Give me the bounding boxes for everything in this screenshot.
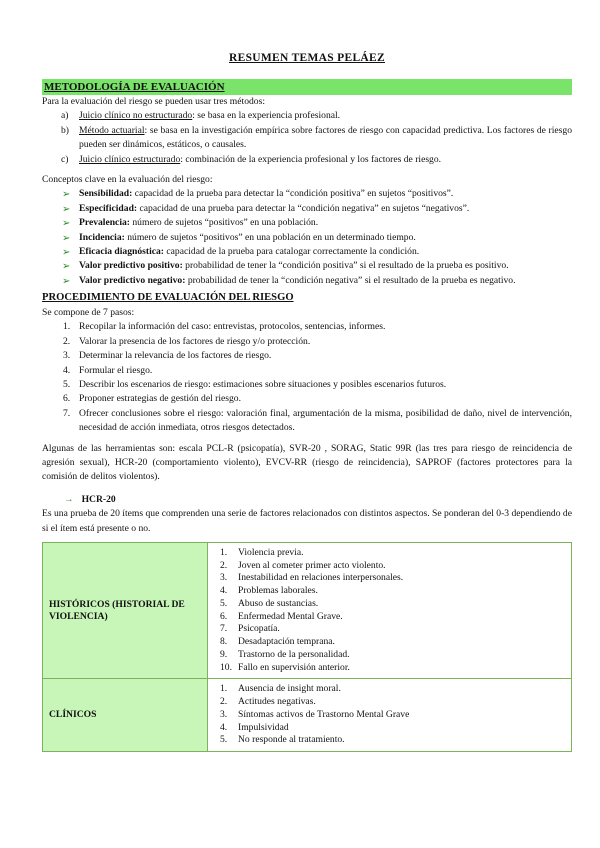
methods-list: [42, 109, 572, 167]
concept-item: [42, 187, 572, 201]
arrow-right-icon: →: [64, 493, 74, 505]
concept-item: [42, 216, 572, 230]
row-label-clinicos: CLÍNICOS: [43, 679, 208, 752]
list-item: 2. Joven al cometer primer acto violento.: [220, 559, 386, 571]
concept-term: Especificidad:: [79, 202, 138, 214]
method-desc: : combinación de la experiencia profesional y los factores de riesgo.: [180, 153, 442, 165]
list-item: 3. Síntomas activos de Trastorno Mental Grave: [220, 708, 410, 720]
table-row: [43, 542, 572, 679]
concept-term: Incidencia:: [79, 231, 125, 243]
list-item: 5. Abuso de sustancias.: [220, 597, 319, 609]
concept-desc: número de sujetos “positivos” en una población.: [129, 217, 319, 229]
step-item: 1. Recopilar la información del caso: entrevistas, protocolos, sentencias, informes.: [63, 321, 386, 333]
list-item: 2. Actitudes negativas.: [220, 696, 316, 708]
concepts-list: [42, 187, 572, 288]
arrow-bullet-icon: ➢: [62, 218, 71, 230]
concept-item: [42, 231, 572, 245]
row-items-historicos: [208, 542, 572, 679]
step-item: 3. Determinar la relevancia de los factores de riesgo.: [63, 350, 272, 362]
list-item: 8. Desadaptación temprana.: [220, 636, 335, 648]
step-item: 2. Valorar la presencia de los factores de riesgo y/o protección.: [63, 335, 311, 347]
tools-paragraph: Algunas de las herramientas son: escala PCL-R (psicopatía), SVR-20 , SORAG, Static 99R (las tres para riesgo de reincidencia de agresión sexual), HCR-20 (comportamiento violento), EVCV-RR (riesgo de reincidencia), SAPROF (factores protectores para la comisión de delitos violentos).: [42, 442, 572, 483]
list-item: 4. Impulsividad: [220, 721, 289, 733]
concepts-intro: Conceptos clave en la evaluación del riesgo:: [42, 174, 213, 186]
arrow-bullet-icon: ➢: [62, 261, 71, 273]
method-item: b) Método actuarial: se basa en la investigación empírica sobre factores de riesgo con capacidad predictiva. Los factores de riesgo pueden ser dinámicos, estáticos, o causales.: [61, 124, 573, 151]
list-item: 5. No responde al tratamiento.: [220, 734, 345, 746]
step-item: 7. Ofrecer conclusiones sobre el riesgo: valoración final, argumentación de la misma, posibilidad de daño, nivel de intervención, necesidad de acción inmediata, otros riesgos detectados.: [63, 407, 572, 434]
document-title: RESUMEN TEMAS PELÁEZ: [229, 52, 385, 64]
step-item: 6. Proponer estrategias de gestión del riesgo.: [63, 393, 241, 405]
section-heading-metodologia: METODOLOGÍA DE EVALUACIÓN: [42, 79, 572, 95]
list-item: 1. Violencia previa.: [220, 546, 304, 558]
arrow-bullet-icon: ➢: [62, 203, 71, 215]
concept-desc: probabilidad de tener la “condición positiva” si el resultado de la prueba es positivo.: [182, 260, 509, 272]
concept-desc: capacidad de la prueba para catalogar correctamente la condición.: [164, 246, 420, 257]
steps-list: [42, 320, 572, 435]
concept-item: [42, 202, 572, 216]
arrow-bullet-icon: ➢: [62, 275, 71, 287]
list-item: 6. Enfermedad Mental Grave.: [220, 610, 343, 622]
method-desc: : se basa en la experiencia profesional.: [192, 110, 341, 122]
method-term: Juicio clínico estructurado: [79, 153, 181, 165]
method-term: Método actuarial: [79, 124, 145, 136]
concept-item: [42, 245, 572, 259]
hcr20-description: Es una prueba de 20 ítems que comprenden una serie de factores relacionados con distintos aspectos. Se ponderan del 0-3 dependiendo de si el ítem está presente o no.: [42, 508, 572, 534]
row-label-historicos: HISTÓRICOS (HISTORIAL DE VIOLENCIA): [43, 542, 208, 679]
list-item: 10. Fallo en supervisión anterior.: [220, 661, 350, 673]
table-row: [43, 679, 572, 752]
concept-desc: capacidad de una prueba para detectar la “condición negativa” en sujetos “negativos”.: [137, 202, 470, 214]
concept-item: [42, 274, 572, 288]
arrow-bullet-icon: ➢: [62, 247, 71, 258]
arrow-bullet-icon: ➢: [62, 232, 71, 244]
document-page: [42, 0, 572, 752]
concept-term: Prevalencia:: [79, 217, 130, 229]
list-item: 1. Ausencia de insight moral.: [220, 683, 341, 695]
row-items-clinicos: [208, 679, 572, 752]
arrow-bullet-icon: ➢: [62, 189, 71, 201]
concept-term: Eficacia diagnóstica:: [79, 246, 165, 257]
concept-term: Valor predictivo positivo:: [79, 260, 183, 272]
step-item: 4. Formular el riesgo.: [63, 364, 153, 376]
hcr20-heading: → HCR-20: [64, 493, 116, 505]
concept-item: [42, 259, 572, 273]
method-item: c) Juicio clínico estructurado: combinación de la experiencia profesional y los factores de riesgo.: [61, 153, 442, 165]
step-item: 5. Describir los escenarios de riesgo: estimaciones sobre situaciones y posibles escenarios futuros.: [63, 379, 447, 391]
concept-term: Sensibilidad:: [79, 188, 133, 200]
methods-intro: Para la evaluación del riesgo se pueden usar tres métodos:: [42, 96, 265, 108]
list-item: 7. Psicopatía.: [220, 623, 280, 635]
list-item: 3. Inestabilidad en relaciones interpersonales.: [220, 572, 404, 584]
method-item: a) Juicio clínico no estructurado: se basa en la experiencia profesional.: [61, 110, 341, 122]
list-item: 4. Problemas laborales.: [220, 585, 318, 597]
concept-desc: probabilidad de tener la “condición negativa” si el resultado de la prueba es negativo.: [185, 274, 516, 286]
steps-intro: Se compone de 7 pasos:: [42, 307, 135, 319]
method-desc: : se basa en la investigación empírica sobre factores de riesgo con capacidad predictiva. Los factores de riesgo pueden ser dinámicos, estáticos, o causales.: [79, 124, 573, 151]
concept-desc: número de sujetos “positivos” en una población en un determinado tiempo.: [124, 231, 416, 243]
method-term: Juicio clínico no estructurado: [79, 110, 193, 122]
list-item: 9. Trastorno de la personalidad.: [220, 648, 350, 660]
hcr20-table: [42, 542, 572, 752]
concept-term: Valor predictivo negativo:: [79, 274, 186, 286]
section-heading-procedimiento: PROCEDIMIENTO DE EVALUACIÓN DEL RIESGO: [42, 292, 294, 304]
concept-desc: capacidad de la prueba para detectar la “condición positiva” en sujetos “positivos”.: [132, 188, 454, 200]
